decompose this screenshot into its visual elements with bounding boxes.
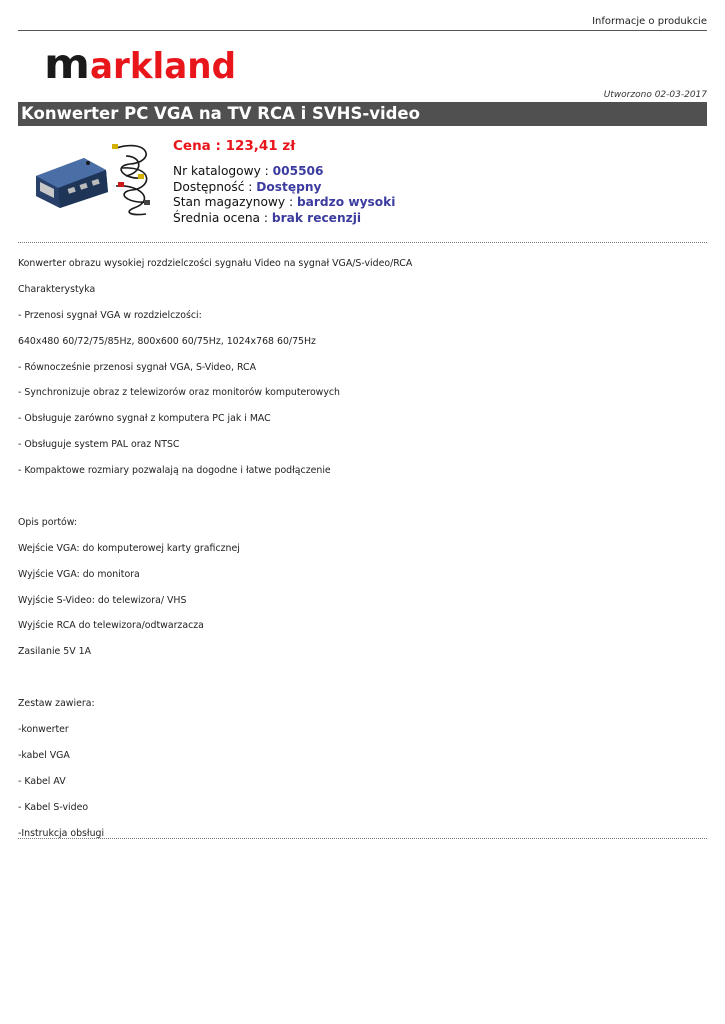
description-line: - Równocześnie przenosi sygnał VGA, S-Video, RCA: [18, 361, 256, 373]
svg-text:arkland: arkland: [90, 46, 236, 87]
created-date: Utworzono 02-03-2017: [603, 90, 707, 100]
description-line: - Przenosi sygnał VGA w rozdzielczości:: [18, 309, 202, 321]
availability-value: Dostępny: [256, 179, 322, 194]
description-line: Wyjście RCA do telewizora/odtwarzacza: [18, 620, 204, 632]
description-line: - Kabel AV: [18, 775, 66, 787]
description-line: Wyjście S-Video: do telewizora/ VHS: [18, 594, 187, 606]
rating-value: brak recenzji: [271, 210, 362, 225]
availability-label: Dostępność :: [173, 179, 257, 194]
description-line: Wejście VGA: do komputerowej karty graficznej: [18, 542, 240, 554]
rating-label: Średnia ocena :: [173, 210, 272, 225]
description-spacer: [18, 491, 707, 517]
catalog-number-value: 005506: [272, 164, 324, 178]
description-line: -konwerter: [18, 724, 69, 736]
product-price: Cena : 123,41 zł: [173, 138, 296, 154]
divider-bottom: [18, 838, 707, 839]
product-title: Konwerter PC VGA na TV RCA i SVHS-video: [21, 104, 420, 123]
catalog-number-row: [173, 164, 395, 180]
product-info: [173, 138, 395, 226]
title-bar: [18, 102, 707, 126]
catalog-number-label: Nr katalogowy :: [173, 164, 273, 178]
stock-value: bardzo wysoki: [296, 195, 396, 209]
description-line: -kabel VGA: [18, 749, 70, 761]
description-line: - Synchronizuje obraz z telewizorów oraz monitorów komputerowych: [18, 387, 340, 399]
product-description: [18, 258, 707, 853]
description-line: Zasilanie 5V 1A: [18, 646, 92, 658]
converter-box: [36, 158, 108, 208]
section-label: Informacje o produkcie: [592, 16, 707, 27]
page-header: [18, 16, 707, 31]
stock-label: Stan magazynowy :: [173, 195, 297, 209]
description-line: - Obsługuje zarówno sygnał z komputera PC jak i MAC: [18, 413, 271, 425]
description-line: Zestaw zawiera:: [18, 698, 95, 710]
markland-logo: [44, 40, 244, 88]
divider-top: [18, 242, 707, 243]
description-line: Wyjście VGA: do monitora: [18, 568, 140, 580]
availability-row: [173, 180, 395, 196]
description-line: 640x480 60/72/75/85Hz, 800x600 60/75Hz, 1024x768 60/75Hz: [18, 335, 316, 347]
cables: [116, 146, 148, 215]
svg-text:m: m: [44, 40, 90, 88]
description-spacer: [18, 672, 707, 698]
rating-row: [173, 211, 395, 227]
description-line: Charakterystyka: [18, 283, 96, 295]
description-line: - Kabel S-video: [18, 801, 89, 813]
description-line: Konwerter obrazu wysokiej rozdzielczości sygnału Video na sygnał VGA/S-video/RCA: [18, 258, 413, 269]
description-line: - Kompaktowe rozmiary pozwalają na dogodne i łatwe podłączenie: [18, 465, 331, 477]
description-line: -Instrukcja obsługi: [18, 827, 105, 839]
description-line: - Obsługuje system PAL oraz NTSC: [18, 439, 180, 451]
description-line: Opis portów:: [18, 516, 78, 528]
product-image: [30, 138, 158, 216]
stock-row: [173, 195, 395, 211]
